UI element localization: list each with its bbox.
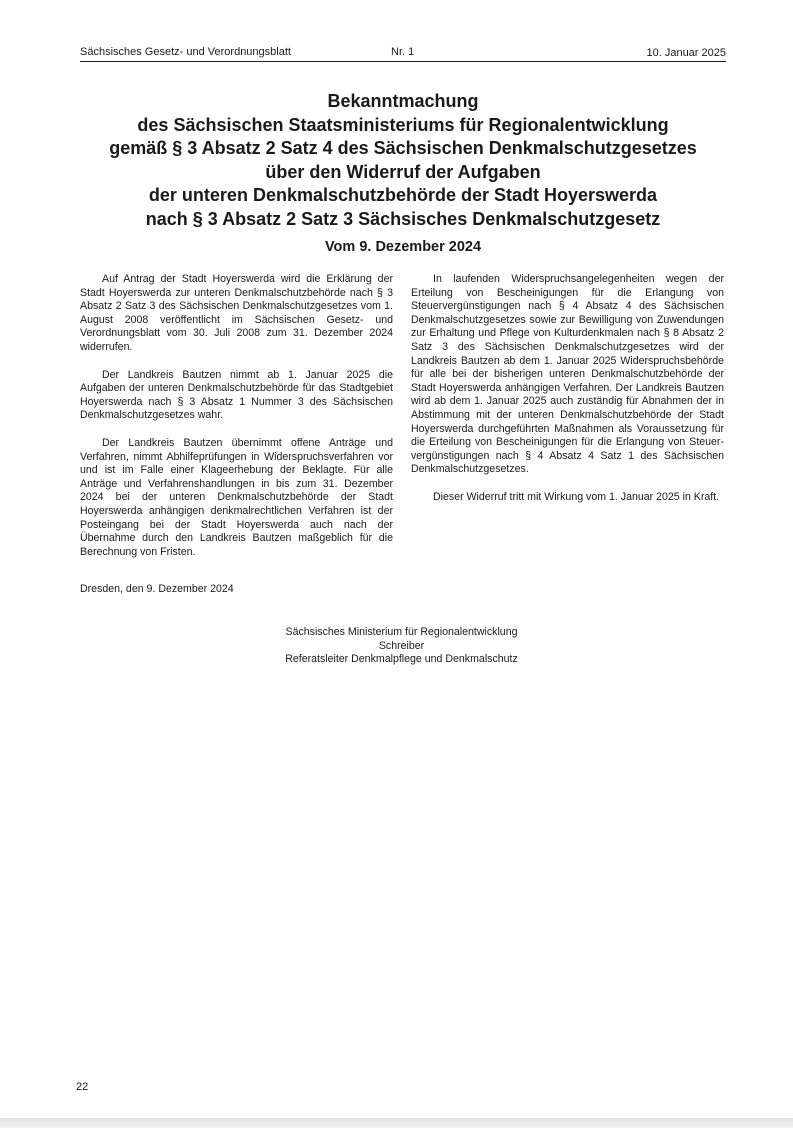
page-edge-shadow	[0, 1118, 793, 1128]
paragraph: Der Landkreis Bautzen nimmt ab 1. Januar 2025 die Aufgaben der unteren Denkmalschutzbehörde für das Stadtgebiet Hoyerswerda nach § 3 Absatz 1 Nummer 3 des Sächsischen Denkmalschutzgesetzes wahr.	[80, 368, 393, 422]
left-text-column	[80, 273, 393, 573]
announcement-title	[80, 90, 726, 231]
title-line: der unteren Denkmalschutzbehörde der Stadt Hoyerswerda	[148, 185, 658, 205]
signatory-role: Referatsleiter Denkmalpflege und Denkmalschutz	[285, 653, 518, 665]
issue-number: Nr. 1	[391, 46, 415, 58]
issue-date: 10. Januar 2025	[646, 47, 726, 59]
paragraph: Auf Antrag der Stadt Hoyerswerda wird die Erklärung der Stadt Hoyerswerda zur unteren Denkmalschutzbehörde nach § 3 Absatz 2 Satz 3 des Sächsischen Denkmalschutzgesetzes vom 1. August 2008 veröffentlicht im Sächsischen Gesetz- und Verordnungsblatt vom 30. Juli 2008 zum 31. Dezember 2024 widerrufen.	[80, 273, 393, 353]
title-line: des Sächsischen Staatsministeriums für Regionalentwicklung	[137, 114, 669, 135]
publication-name: Sächsisches Gesetz- und Verordnungsblatt	[80, 46, 291, 58]
announcement-date: Vom 9. Dezember 2024	[324, 239, 482, 255]
paragraph: In laufenden Widerspruchsangelegenheiten wegen der Erteilung von Bescheinigungen für die Erlangung von Steuervergünstigungen nach § 4 Absatz 4 des Sächsischen Denkmalschutzgesetzes sowie zur Bewilligung von Zuwendungen zur Erhaltung und Pflege von Kulturdenkmalen nach § 8 Absatz 2 Satz 3 des Sächsischen Denkmalschutzgesetzes wird der Landkreis Bautzen ab dem 1. Januar 2025 Widerspruchsbehörde für alle bei der bisherigen unteren Denkmalschutzbehörde der Stadt Hoyerswerda anhängigen Verfahren. Der Landkreis Bautzen wird ab dem 1. Januar 2025 auch zuständig für Abnahmen der in Abstimmung mit der unteren Denkmalschutzbehörde der Stadt Hoyerswerda durchgeführten Maßnahmen als Voraussetzung für die Erteilung von Bescheinigungen für die Erlangung von Steuervergünstigungen nach § 4 Absatz 4 Satz 1 des Sächsischen Denkmalschutzgesetzes.	[411, 273, 724, 476]
signature-block	[160, 626, 643, 667]
right-text-column	[411, 273, 724, 519]
title-line: nach § 3 Absatz 2 Satz 3 Sächsisches Denkmalschutzgesetz	[145, 208, 661, 229]
running-header	[80, 46, 726, 62]
page-number: 22	[76, 1081, 89, 1093]
place-and-date: Dresden, den 9. Dezember 2024	[80, 583, 234, 595]
ministry-name: Sächsisches Ministerium für Regionalentwicklung	[285, 626, 518, 638]
title-line: Bekanntmachung	[327, 91, 479, 111]
title-line: über den Widerruf der Aufgaben	[265, 161, 541, 182]
paragraph: Der Landkreis Bautzen übernimmt offene Anträge und Verfahren, nimmt Abhilfeprüfungen in Widerspruchsverfahren vor und ist im Falle einer Klageerhebung der Beklagte. Für alle Anträge und Verfahrenshandlungen in bis zum 31. Dezember 2024 bei der unteren Denkmalschutzbehörde der Stadt Hoyerswerda anhängigen denkmalrechtlichen Verfahren ist der Posteingang bei der Stadt Hoyerswerda auch nach der Übernahme durch den Landkreis Bautzen maßgeblich für die Berechnung von Fristen.	[80, 436, 393, 558]
paragraph: Dieser Widerruf tritt mit Wirkung vom 1. Januar 2025 in Kraft.	[433, 490, 720, 503]
signatory-name: Schreiber	[378, 639, 425, 652]
title-line: gemäß § 3 Absatz 2 Satz 4 des Sächsischen Denkmalschutzgesetzes	[109, 138, 697, 158]
